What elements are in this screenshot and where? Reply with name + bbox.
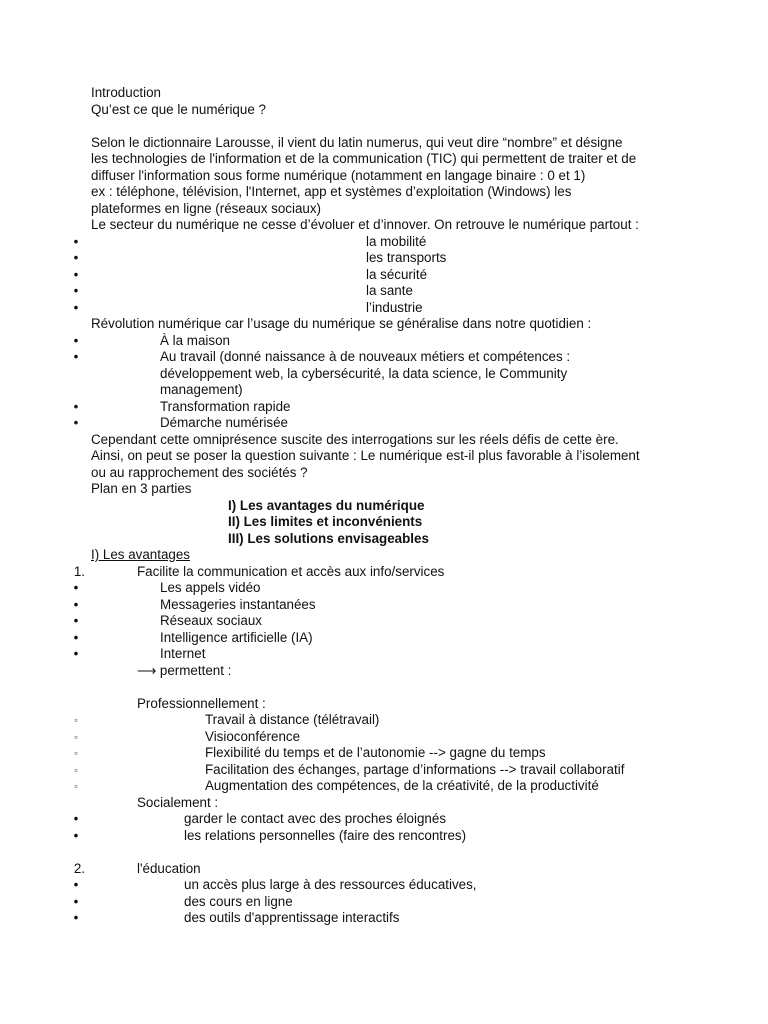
problem-line-3: ou au rapprochement des sociétés ? [91, 464, 308, 480]
bullet-icon: • [73, 629, 79, 645]
bullet-icon: • [73, 910, 79, 925]
list-item-continuation: management) [160, 382, 243, 397]
list-item: ▫ Flexibilité du temps et de l’autonomie --> gagne du temps [91, 745, 691, 762]
list-item: ▫ Facilitation des échanges, partage d’informations --> travail collaboratif [91, 762, 691, 779]
list-item: • Les appels vidéo [91, 580, 691, 597]
square-bullet-icon: ▫ [74, 764, 78, 775]
numbered-item-2: 2. l'éducation [91, 861, 691, 878]
plan-title: Plan en 3 parties [91, 481, 192, 496]
list-item: • Internet [91, 646, 691, 663]
list-item: ▫ Augmentation des compétences, de la créativité, de la productivité [91, 778, 691, 795]
bullet-icon: • [73, 646, 79, 661]
list-item: • garder le contact avec des proches éloignés [91, 811, 691, 828]
definition-line-4: ex : téléphone, télévision, l'Internet, app et systèmes d’exploitation (Windows) les [91, 184, 572, 199]
square-bullet-icon: ▫ [74, 715, 78, 725]
definition-line-3: diffuser l'information sous forme numérique (notamment en langage binaire : 0 et 1) [91, 167, 586, 183]
list-item: • Intelligence artificielle (IA) [91, 630, 691, 647]
bullet-icon: • [73, 349, 79, 364]
list-item: • des outils d'apprentissage interactifs [91, 910, 691, 927]
list-item: • À la maison [91, 333, 691, 350]
bullet-icon: • [73, 266, 79, 282]
bullet-icon: • [73, 580, 79, 595]
list-item: • les transports [91, 250, 691, 267]
revolution-sentence: Révolution numérique car l’usage du numérique se généralise dans notre quotidien : [91, 316, 592, 331]
square-bullet-icon: ▫ [74, 748, 78, 758]
bullet-icon: • [73, 827, 79, 843]
bullet-icon: • [73, 893, 79, 909]
numbered-item-1: 1. Facilite la communication et accès aux info/services [91, 564, 691, 581]
list-item: • Messageries instantanées [91, 597, 691, 614]
bullet-icon: • [73, 283, 79, 298]
list-item: • l’industrie [91, 300, 691, 317]
bullet-icon: • [73, 596, 79, 612]
bullet-icon: • [73, 613, 79, 628]
plan-item-2: II) Les limites et inconvénients [228, 514, 423, 529]
definition-line-5: plateformes en ligne (réseaux sociaux) [91, 200, 321, 216]
bullet-icon: • [73, 250, 79, 265]
item-number: 1. [73, 563, 85, 579]
list-item: • les relations personnelles (faire des rencontres) [91, 828, 691, 845]
list-item: • la mobilité [91, 234, 691, 251]
list-item: • la sante [91, 283, 691, 300]
document-body [73, 85, 691, 927]
bullet-icon: • [73, 877, 79, 892]
intro-title: Introduction [91, 85, 161, 100]
square-bullet-icon: ▫ [74, 781, 78, 791]
list-item: • Démarche numérisée [91, 415, 691, 432]
list-item: ▫ Travail à distance (télétravail) [91, 712, 691, 729]
sector-sentence: Le secteur du numérique ne cesse d’évoluer et d’innover. On retrouve le numérique partout : [91, 217, 639, 232]
part1-heading: I) Les avantages [91, 547, 191, 562]
arrow-line: ⟶ permettent : [137, 662, 232, 678]
list-item: • la sécurité [91, 267, 691, 284]
list-item: • un accès plus large à des ressources éducatives, [91, 877, 691, 894]
pro-title: Professionnellement : [137, 695, 266, 711]
blank-line [91, 118, 691, 135]
blank-line [91, 844, 691, 861]
square-bullet-icon: ▫ [74, 731, 78, 742]
list-item: • des cours en ligne [91, 894, 691, 911]
definition-line-2: les technologies de l'information et de la communication (TIC) qui permettent de traiter et de [91, 151, 637, 166]
social-title: Socialement : [137, 794, 219, 810]
list-item: • Au travail (donné naissance à de nouveaux métiers et compétences : [91, 349, 691, 366]
list-item-continuation: développement web, la cybersécurité, la data science, le Community [160, 365, 568, 381]
bullet-icon: • [73, 811, 79, 826]
problem-line-1: Cependant cette omniprésence suscite des interrogations sur les réels défis de cette ère. [91, 431, 619, 447]
bullet-icon: • [73, 299, 79, 315]
bullet-icon: • [73, 332, 79, 348]
bullet-icon: • [73, 398, 79, 414]
list-item: • Transformation rapide [91, 399, 691, 416]
bullet-icon: • [73, 233, 79, 249]
definition-line-1: Selon le dictionnaire Larousse, il vient du latin numerus, qui veut dire “nombre” et désigne [91, 134, 623, 150]
plan-item-1: I) Les avantages du numérique [228, 497, 425, 513]
blank-line [91, 679, 691, 696]
problem-line-2: Ainsi, on peut se poser la question suivante : Le numérique est-il plus favorable à l’isolement [91, 448, 640, 463]
bullet-icon: • [73, 415, 79, 430]
list-item: ▫ Visioconférence [91, 729, 691, 746]
intro-question: Qu’est ce que le numérique ? [91, 101, 266, 117]
plan-item-3: III) Les solutions envisageables [228, 530, 429, 546]
item-number: 2. [73, 860, 85, 876]
list-item: • Réseaux sociaux [91, 613, 691, 630]
